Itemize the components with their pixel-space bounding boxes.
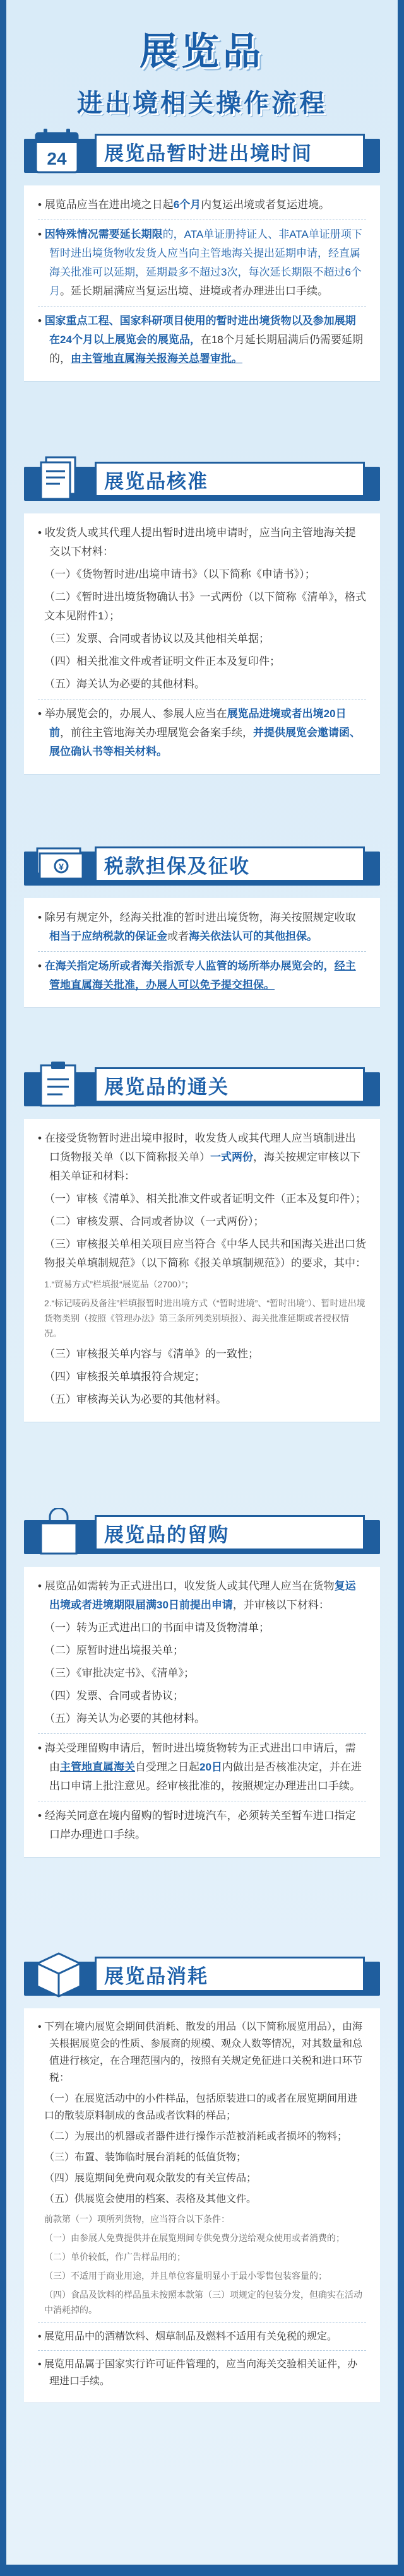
section-title: 税款担保及征收 [95, 846, 365, 882]
note-item: 2.“标记唛码及备注”栏填报暂时进出境方式（“暂时进境”、“暂时出境”）、暂时进出境货物类别（按照《管理办法》第三条所列类别填报）、海关批准延期或者授权情况。 [44, 1298, 365, 1338]
note-item: （二）单价较低，作广告样品用的； [44, 2252, 186, 2262]
section-title: 展览品消耗 [95, 1957, 365, 1992]
list-item: （三）《审批决定书》、《清单》； [44, 1667, 194, 1679]
footer-strip [0, 2565, 404, 2576]
section-header [24, 132, 380, 177]
note-item: （三）不适用于商业用途，并且单位容量明显小于最小零售包装容量的； [44, 2271, 327, 2281]
banknote-icon [29, 838, 88, 891]
section-approval [24, 460, 380, 774]
section-content [24, 1119, 380, 1422]
section-content [24, 2008, 380, 2403]
list-item: （五）审核海关认为必要的其他材料。 [44, 1393, 227, 1405]
section-title: 展览品的通关 [95, 1067, 365, 1103]
paragraph: • 展览品如需转为正式进出口，收发货人或其代理人应当在货物复运出境或者进境期限届满30日前提出申请，并审核以下材料： [38, 1580, 356, 1611]
section-tax-guarantee [24, 845, 380, 1007]
svg-text:¥: ¥ [59, 862, 64, 872]
section-header [24, 845, 380, 889]
list-item: （五）海关认为必要的其他材料。 [44, 1712, 205, 1724]
list-item: （五）海关认为必要的其他材料。 [44, 678, 205, 690]
section-retention-purchase [24, 1514, 380, 1857]
note-item: 1.“贸易方式”栏填报“展览品（2700）”； [44, 1279, 194, 1289]
list-item: （三）审核报关单内容与《清单》的一致性； [44, 1348, 259, 1360]
document-stack-icon [29, 453, 88, 506]
list-item: （五）供展览会使用的档案、表格及其他文件。 [44, 2194, 257, 2204]
paragraph: • 下列在境内展览会期间供消耗、散发的用品（以下简称展览用品），由海关根据展览会的性质、参展商的规模、观众人数等情况，对其数量和总值进行核定，在合理范围内的，按照有关规定免征进口关税和进口环节税： [38, 2022, 363, 2083]
list-item: （二）《暂时进出境货物确认书》一式两份（以下简称《清单》，格式文本见附件1）； [44, 591, 366, 622]
section-customs-clearance [24, 1066, 380, 1422]
section-header [24, 1514, 380, 1558]
clipboard-icon [29, 1058, 88, 1111]
paragraph: • 海关受理留购申请后，暂时进出境货物转为正式进出口申请后，需由主管地直属海关自受理之日起20日内做出是否核准决定，并在进出口申请上批注意见。经审核批准的，按照规定办理进出口手续。 [38, 1742, 362, 1792]
list-item: （四）审核报关单填报符合规定； [44, 1371, 205, 1383]
calendar-icon [29, 125, 88, 178]
list-item: （三）发票、合同或者协议以及其他相关单据； [44, 633, 270, 645]
list-item: （三）审核报关单相关项目应当符合《中华人民共和国海关进出口货物报关单填制规范》（以下简称《报关单填制规范》）的要求，其中： [44, 1238, 366, 1269]
paragraph: • 因特殊情况需要延长期限的，ATA单证册持证人、非ATA单证册项下暂时进出境货物收发货人应当向主管地海关提出延期申请，经直属海关批准可以延期，延期最多不超过3次，每次延长期限不超过6个月。延长期届满应当复运出境、进境或者办理进出口手续。 [38, 228, 362, 297]
section-content [24, 898, 380, 1007]
paragraph: • 收发货人或其代理人提出暂时进出境申请时，应当向主管地海关提交以下材料： [38, 527, 356, 558]
page-title: 展览品 [140, 30, 264, 73]
svg-text:24: 24 [47, 149, 67, 168]
list-item: （一）审核《清单》、相关批准文件或者证明文件（正本及复印件）； [44, 1193, 366, 1205]
box-icon [29, 1948, 88, 2001]
note-item: （四）食品及饮料的样品虽未按照本款第（三）项规定的包装分发，但确实在活动中消耗掉的。 [44, 2290, 362, 2315]
paragraph: • 展览用品中的酒精饮料、烟草制品及燃料不适用有关免税的规定。 [38, 2331, 338, 2342]
paragraph: • 在海关指定场所或者海关指派专人监管的场所举办展览会的，经主管地直属海关批准，办展人可以免予提交担保。 [38, 960, 356, 991]
paragraph: • 除另有规定外，经海关批准的暂时进出境货物，海关按照规定收取相当于应纳税款的保证金或者海关依法认可的其他担保。 [38, 911, 356, 942]
list-item: （一）转为正式进出口的书面申请及货物清单； [44, 1622, 270, 1634]
list-item: （四）相关批准文件或者证明文件正本及复印件； [44, 655, 280, 667]
section-header [24, 1066, 380, 1110]
note-item: （一）由参展人免费提供并在展览期间专供免费分送给观众使用或者消费的； [44, 2233, 345, 2243]
section-content [24, 513, 380, 774]
section-title: 展览品的留购 [95, 1515, 365, 1550]
section-header [24, 460, 380, 505]
paragraph: • 举办展览会的，办展人、参展人应当在展览品进境或者出境20日前，前往主管地海关办理展览会备案手续，并提供展览会邀请函、展位确认书等相关材料。 [38, 708, 360, 758]
section-title: 展览品暂时进出境时间 [95, 134, 365, 169]
paragraph: • 展览品应当在进出境之日起6个月内复运出境或者复运进境。 [38, 199, 330, 211]
list-item: （一）《货物暂时进/出境申请书》（以下简称《申请书》）； [44, 568, 316, 580]
list-item: （四）发票、合同或者协议； [44, 1690, 184, 1702]
list-item: （二）审核发票、合同或者协议（一式两份）； [44, 1215, 264, 1227]
page-subtitle: 进出境相关操作流程 [77, 90, 327, 117]
list-item: （四）展览期间免费向观众散发的有关宣传品； [44, 2173, 257, 2184]
list-item: （一）在展览活动中的小件样品，包括原装进口的或者在展览期间用进口的散装原料制成的食品或者饮料的样品； [44, 2093, 358, 2121]
list-item: （三）布置、装饰临时展台消耗的低值货物； [44, 2152, 247, 2163]
section-header [24, 1955, 380, 1999]
section-content [24, 185, 380, 381]
paragraph: • 国家重点工程、国家科研项目使用的暂时进出境货物以及参加展期在24个月以上展览会的展览品，在18个月延长期届满后仍需要延期的，由主管地直属海关报海关总署审批。 [38, 315, 363, 365]
section-title: 展览品核准 [95, 462, 365, 497]
section-content [24, 1567, 380, 1857]
section-consumption [24, 1955, 380, 2403]
paragraph: • 展览用品属于国家实行许可证件管理的，应当向海关交验相关证件，办理进口手续。 [38, 2359, 358, 2387]
section-exit-entry-time [24, 132, 380, 381]
shopping-bag-icon [29, 1506, 88, 1559]
list-item: （二）为展出的机器或者器件进行操作示范被消耗或者损坏的物料； [44, 2131, 348, 2142]
paragraph: • 在接受货物暂时进出境申报时，收发货人或其代理人应当填制进出口货物报关单（以下简称报关单）一式两份，海关按规定审核以下相关单证和材料： [38, 1132, 360, 1182]
paragraph: • 经海关同意在境内留购的暂时进境汽车，必须转关至暂车进口指定口岸办理进口手续。 [38, 1810, 356, 1841]
note-text: 前款第（一）项所列货物，应当符合以下条件： [44, 2214, 230, 2224]
list-item: （二）原暂时进出境报关单； [44, 1644, 184, 1656]
